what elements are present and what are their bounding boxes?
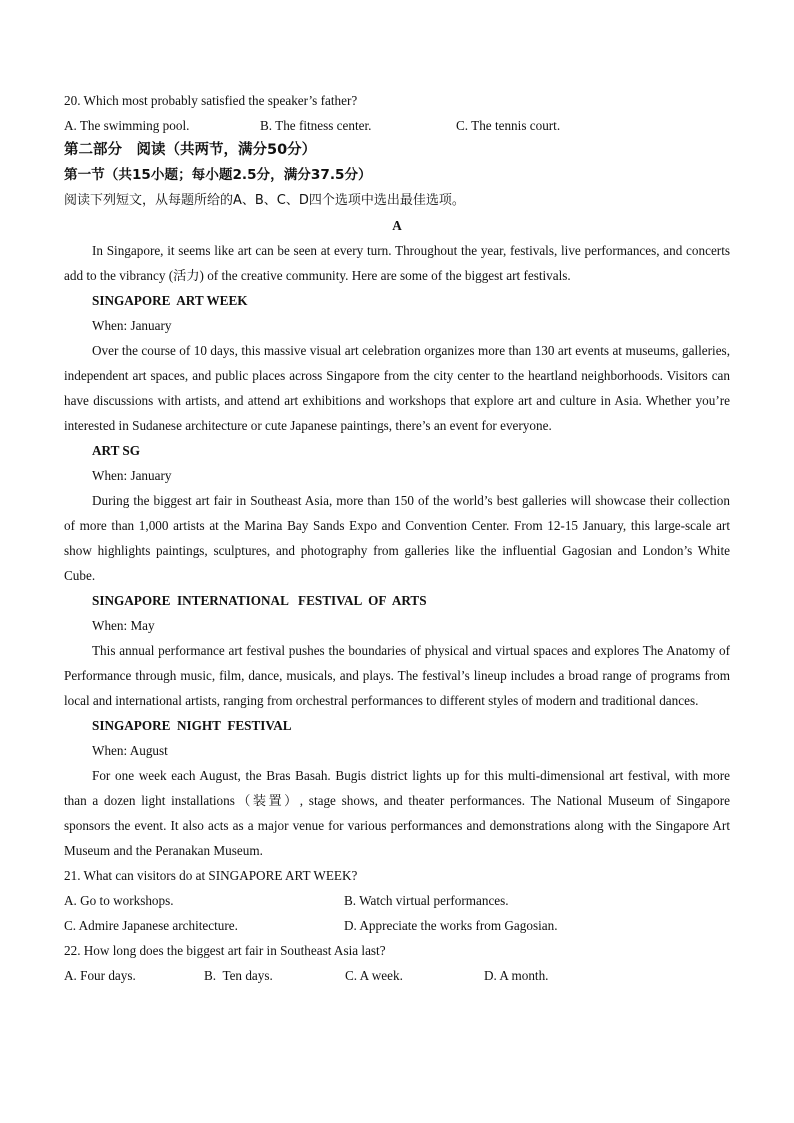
festival-body: This annual performance art festival pushes the boundaries of physical and virtual spaces and explores The Anatomy of Performance through music, film, dance, musicals, and plays. The festival’s lineup includes a broad range of programs from local and international artists, ranging from orchestral performances to different styles of modern and traditional dances.	[64, 643, 730, 708]
q22-option-c: C. A week.	[345, 968, 403, 983]
festival-body: For one week each August, the Bras Basah. Bugis district lights up for this multi-dimensional art festival, with more than a dozen light installations（装置）, stage shows, and theater performances. The National Museum of Singapore sponsors the event. It also acts as a major venue for various performances and demonstrations along with the Singapore Art Museum and the Peranakan Museum.	[64, 768, 730, 858]
festival-when: When: August	[92, 743, 168, 758]
passage-letter: A	[392, 218, 402, 233]
q22-options	[64, 963, 730, 988]
part2-title: 第二部分 阅读（共两节，满分50分）	[64, 142, 317, 158]
q22-option-a: A. Four days.	[64, 968, 136, 983]
festival-body: Over the course of 10 days, this massive visual art celebration organizes more than 130 art events at museums, galleries, independent art spaces, and public places across Singapore from the city center to the heartland neighborhoods. Visitors can have discussions with artists, and attend art exhibitions and workshops that explore art and culture in Asia. Whether you’re interested in Sudanese architecture or cute Japanese paintings, there’s an event for everyone.	[64, 343, 730, 433]
q21-question: 21. What can visitors do at SINGAPORE ART WEEK?	[64, 868, 358, 883]
q21-option-a: A. Go to workshops.	[64, 893, 174, 908]
q20-option-c: C. The tennis court.	[456, 118, 561, 133]
q21-option-d: D. Appreciate the works from Gagosian.	[344, 918, 558, 933]
festival-when: When: January	[92, 468, 172, 483]
q20-option-a: A. The swimming pool.	[64, 118, 190, 133]
section1-title: 第一节（共15小题；每小题2.5分，满分37.5分）	[64, 167, 372, 183]
q20-options	[64, 113, 730, 138]
q21-option-b: B. Watch virtual performances.	[344, 893, 509, 908]
q21-option-c: C. Admire Japanese architecture.	[64, 918, 238, 933]
festival-art-sg	[64, 438, 730, 588]
q20-option-b: B. The fitness center.	[260, 118, 372, 133]
festival-body: During the biggest art fair in Southeast Asia, more than 150 of the world’s best galleries will showcase their collection of more than 1,000 artists at the Marina Bay Sands Expo and Convention Center. From 12-15 January, this large-scale art show highlights paintings, sculptures, and photography from galleries like the influential Gagosian and London’s White Cube.	[64, 493, 730, 583]
q22-question: 22. How long does the biggest art fair in Southeast Asia last?	[64, 943, 386, 958]
festival-name: SINGAPORE INTERNATIONAL FESTIVAL OF ARTS	[92, 593, 427, 608]
festival-name: SINGAPORE ART WEEK	[92, 293, 248, 308]
q20-question: 20. Which most probably satisfied the speaker’s father?	[64, 93, 358, 108]
festival-when: When: May	[92, 618, 155, 633]
festival-name: SINGAPORE NIGHT FESTIVAL	[92, 718, 292, 733]
exam-page	[64, 88, 730, 988]
festival-international-arts	[64, 588, 730, 713]
festival-night	[64, 713, 730, 863]
q21-options-row2	[64, 913, 730, 938]
festival-art-week	[64, 288, 730, 438]
festival-when: When: January	[92, 318, 172, 333]
festival-name: ART SG	[92, 443, 141, 458]
passage-intro: In Singapore, it seems like art can be seen at every turn. Throughout the year, festivals, live performances, and concerts add to the vibrancy (活力) of the creative community. Here are some of the biggest art festivals.	[64, 243, 730, 283]
q22-option-b: B. Ten days.	[204, 968, 273, 983]
q21-options-row1	[64, 888, 730, 913]
section-instruction: 阅读下列短文，从每题所给的A、B、C、D四个选项中选出最佳选项。	[64, 193, 465, 208]
q22-option-d: D. A month.	[484, 968, 549, 983]
